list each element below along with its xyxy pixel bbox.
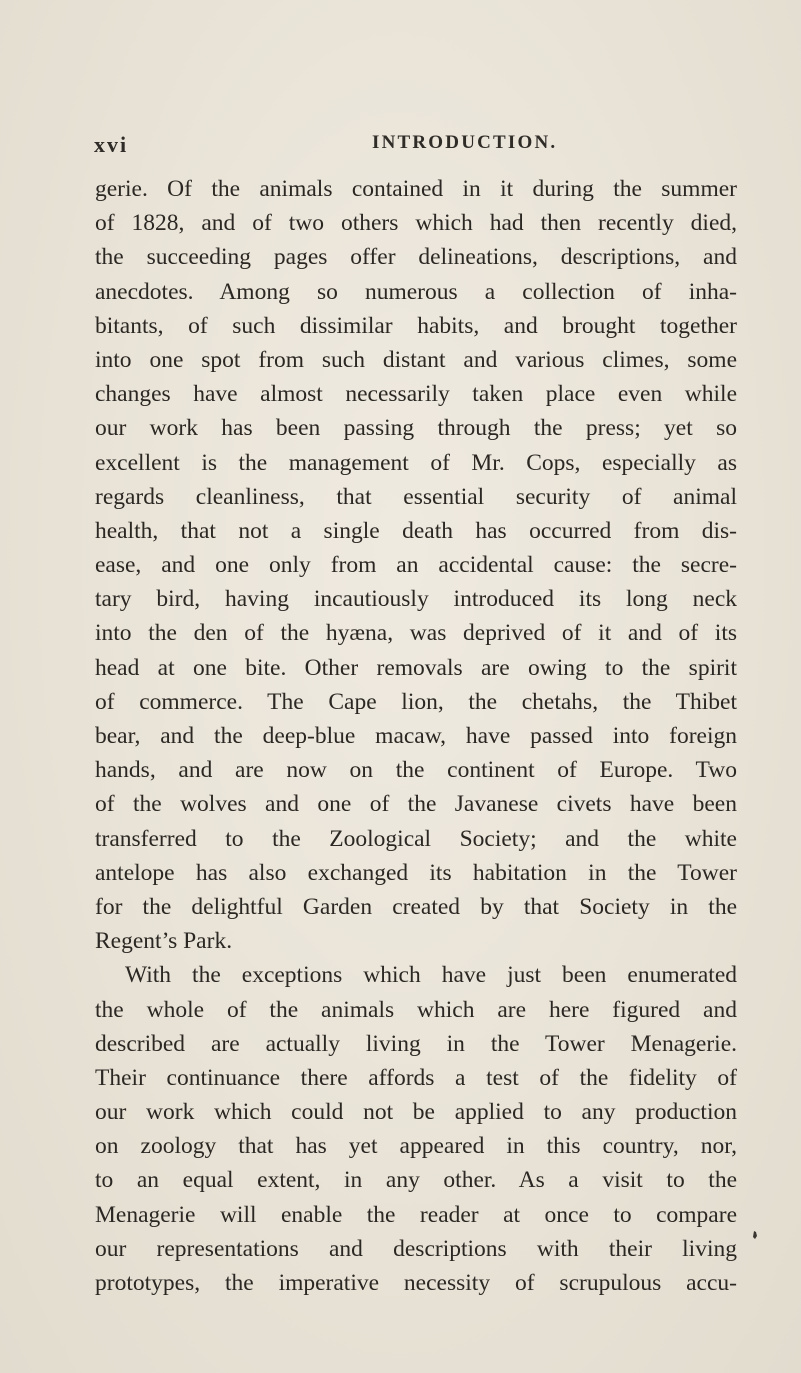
text-line: the succeeding pages offer delineations, descriptions, and [95,244,737,271]
ink-speck-icon [752,1230,758,1240]
paper-blemish [752,1230,758,1240]
text-line: ease, and one only from an accidental cause: the secre- [95,552,737,579]
running-head-title: INTRODUCTION. [372,132,558,153]
text-line: the whole of the animals which are here figured and [95,996,737,1023]
text-line: for the delightful Garden created by that Society in the [95,893,737,920]
text-line: into one spot from such distant and various climes, some [95,346,737,373]
text-line: our work which could not be applied to any production [95,1099,737,1126]
text-line: described are actually living in the Tower Menagerie. [95,1030,737,1057]
body-text [95,172,737,1300]
text-line: hands, and are now on the continent of Europe. Two [95,757,737,784]
text-line: of commerce. The Cape lion, the chetahs, the Thibet [95,688,737,715]
text-line: anecdotes. Among so numerous a collection of inha- [95,278,737,305]
text-line: health, that not a single death has occurred from dis- [95,517,737,544]
text-line: to an equal extent, in any other. As a visit to the [95,1167,737,1194]
text-line: our representations and descriptions with their living [95,1235,737,1262]
text-line: bear, and the deep-blue macaw, have passed into foreign [95,723,737,749]
text-line: Menagerie will enable the reader at once to compare [95,1201,737,1228]
text-line: on zoology that has yet appeared in this country, nor, [95,1133,737,1160]
text-line: of 1828, and of two others which had then recently died, [95,210,737,237]
text-line: bitants, of such dissimilar habits, and brought together [95,312,737,339]
text-line: head at one bite. Other removals are owing to the spirit [95,654,737,681]
text-line: transferred to the Zoological Society; and the white [95,825,737,852]
running-head [94,132,734,162]
text-line: of the wolves and one of the Javanese civets have been [95,791,737,818]
text-line: changes have almost necessarily taken place even while [95,381,737,408]
text-line: excellent is the management of Mr. Cops, especially as [95,449,737,476]
text-line: gerie. Of the animals contained in it during the summer [95,176,737,202]
text-line: into the den of the hyæna, was deprived of it and of its [95,620,737,647]
text-line: tary bird, having incautiously introduced its long neck [95,586,737,613]
paragraph-end-line: Regent’s Park. [95,928,233,955]
text-line: our work has been passing through the press; yet so [95,415,737,442]
text-line: Their continuance there affords a test of the fidelity of [95,1064,737,1091]
text-line: regards cleanliness, that essential security of animal [95,483,737,510]
text-line: prototypes, the imperative necessity of scrupulous accu- [95,1270,737,1296]
text-line: antelope has also exchanged its habitation in the Tower [95,859,737,886]
page-number: xvi [94,132,129,157]
paragraph-start-line: With the exceptions which have just been enumerated [125,962,737,989]
